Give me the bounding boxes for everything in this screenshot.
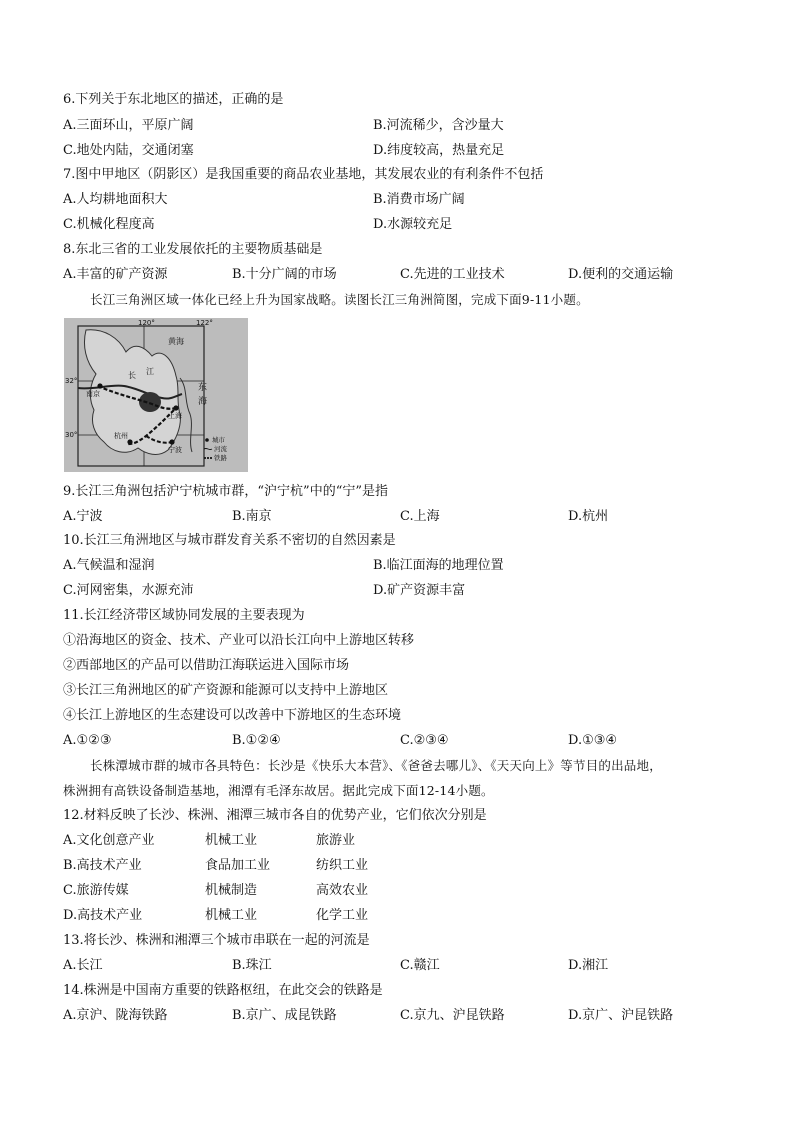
q11-item-2: ②西部地区的产品可以借助江海联运进入国际市场 [63, 658, 350, 673]
q14-option-c: C.京九、沪昆铁路 [400, 1008, 505, 1023]
q9-option-b: B.南京 [232, 509, 272, 524]
q12-row-b-col2: 食品加工业 [205, 858, 271, 873]
q11-item-1: ①沿海地区的资金、技术、产业可以沿长江向中上游地区转移 [63, 633, 415, 648]
lon-label-122: 122° [196, 319, 213, 327]
q8-option-b: B.十分广阔的市场 [232, 267, 337, 282]
q10-option-b: B.临江面海的地理位置 [373, 558, 504, 573]
q6-option-d: D.纬度较高，热量充足 [373, 143, 505, 158]
river-label-jiang: 江 [146, 367, 154, 376]
q14-option-d: D.京广、沪昆铁路 [568, 1008, 674, 1023]
q12-row-c-col2: 机械制造 [205, 883, 258, 898]
q12-row-a-col3: 旅游业 [316, 833, 356, 848]
q12-row-a-col1: A.文化创意产业 [63, 833, 155, 848]
q13-option-a: A.长江 [63, 958, 103, 973]
q9-option-c: C.上海 [400, 509, 440, 524]
q13-option-b: B.珠江 [232, 958, 272, 973]
legend-city: 城市 [212, 436, 225, 444]
q8-option-a: A.丰富的矿产资源 [63, 267, 168, 282]
q10-stem: 10.长江三角洲地区与城市群发育关系不密切的自然因素是 [63, 533, 396, 548]
q12-row-d-col1: D.高技术产业 [63, 908, 143, 923]
q7-option-a: A.人均耕地面积大 [63, 192, 168, 207]
q14-option-b: B.京广、成昆铁路 [232, 1008, 337, 1023]
city-label-shanghai: 上海 [168, 412, 182, 420]
q12-row-b-col1: B.高技术产业 [63, 858, 142, 873]
q7-stem: 7.图中甲地区（阴影区）是我国重要的商品农业基地，其发展农业的有利条件不包括 [63, 167, 544, 182]
q6-stem: 6.下列关于东北地区的描述，正确的是 [63, 92, 284, 107]
q12-row-d-col3: 化学工业 [316, 908, 369, 923]
intro-9-11: 长江三角洲区域一体化已经上升为国家战略。读图长江三角洲简图，完成下面9-11小题。 [90, 292, 589, 307]
q14-stem: 14.株洲是中国南方重要的铁路枢纽，在此交会的铁路是 [63, 983, 383, 998]
q12-stem: 12.材料反映了长沙、株洲、湘潭三城市各自的优势产业，它们依次分别是 [63, 808, 487, 823]
city-label-nanjing: 南京 [86, 390, 100, 398]
q11-option-d: D.①③④ [568, 733, 618, 748]
map-figure [64, 318, 248, 472]
yangtze-delta-map [64, 318, 248, 472]
q12-row-b-col3: 纺织工业 [316, 858, 369, 873]
q9-option-a: A.宁波 [63, 509, 103, 524]
q7-option-b: B.消费市场广阔 [373, 192, 465, 207]
q9-option-d: D.杭州 [568, 509, 609, 524]
river-label-chang: 长 [128, 371, 136, 380]
q11-item-3: ③长江三角洲地区的矿产资源和能源可以支持中上游地区 [63, 683, 389, 698]
q10-option-d: D.矿产资源丰富 [373, 583, 466, 598]
q13-stem: 13.将长沙、株洲和湘潭三个城市串联在一起的河流是 [63, 933, 370, 948]
q7-option-d: D.水源较充足 [373, 217, 453, 232]
q6-option-b: B.河流稀少，含沙量大 [373, 118, 504, 133]
sea-label-huanghai: 黄海 [168, 337, 184, 346]
q11-option-a: A.①②③ [63, 733, 112, 748]
q6-option-c: C.地处内陆，交通闭塞 [63, 143, 194, 158]
q7-option-c: C.机械化程度高 [63, 217, 155, 232]
legend-river: 河流 [214, 445, 227, 453]
q11-option-b: B.①②④ [232, 733, 281, 748]
city-label-hangzhou: 杭州 [114, 432, 128, 440]
q12-row-c-col3: 高效农业 [316, 883, 369, 898]
q10-option-a: A.气候温和湿润 [63, 558, 155, 573]
q8-stem: 8.东北三省的工业发展依托的主要物质基础是 [63, 242, 323, 257]
city-label-ningbo: 宁波 [168, 446, 182, 454]
q12-row-d-col2: 机械工业 [205, 908, 258, 923]
intro-12-14-line2: 株洲拥有高铁设备制造基地，湘潭有毛泽东故居。据此完成下面12-14小题。 [63, 783, 494, 798]
lon-label-120: 120° [138, 319, 155, 327]
q12-row-c-col1: C.旅游传媒 [63, 883, 129, 898]
lat-label-30: 30° [65, 431, 78, 439]
legend-railway: 铁路 [214, 454, 227, 462]
q11-option-c: C.②③④ [400, 733, 449, 748]
q6-option-a: A.三面环山，平原广阔 [63, 118, 194, 133]
q8-option-c: C.先进的工业技术 [400, 267, 505, 282]
q10-option-c: C.河网密集，水源充沛 [63, 583, 194, 598]
sea-label-dong: 东 [198, 383, 208, 393]
q8-option-d: D.便利的交通运输 [568, 267, 674, 282]
q12-row-a-col2: 机械工业 [205, 833, 258, 848]
intro-12-14-line1: 长株潭城市群的城市各具特色：长沙是《快乐大本营》、《爸爸去哪儿》、《天天向上》等节目的出品地， [90, 758, 662, 773]
q11-stem: 11.长江经济带区域协同发展的主要表现为 [63, 608, 305, 623]
sea-label-hai: 海 [198, 397, 208, 407]
q11-item-4: ④长江上游地区的生态建设可以改善中下游地区的生态环境 [63, 708, 402, 723]
q13-option-c: C.赣江 [400, 958, 440, 973]
q9-stem: 9.长江三角洲包括沪宁杭城市群，“沪宁杭”中的“宁”是指 [63, 484, 388, 499]
q13-option-d: D.湘江 [568, 958, 609, 973]
lat-label-32: 32° [65, 377, 78, 385]
q14-option-a: A.京沪、陇海铁路 [63, 1008, 168, 1023]
